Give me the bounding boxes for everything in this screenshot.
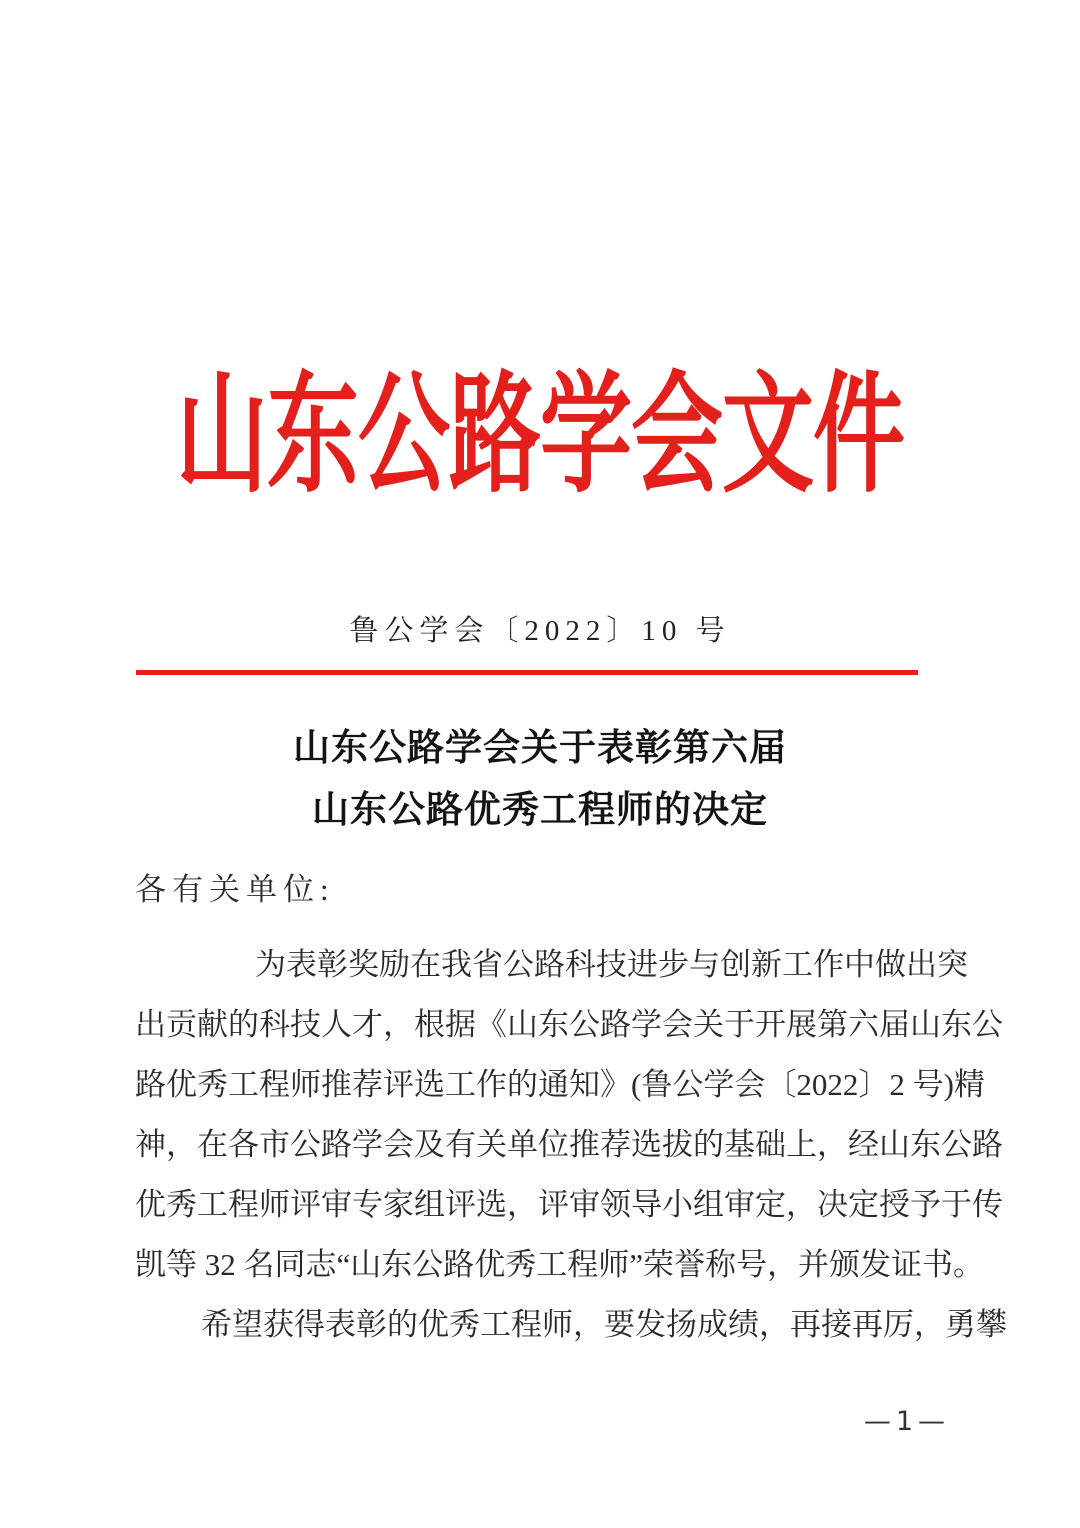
letterhead-title: 山东公路学会文件 [175,363,904,508]
document-number: 鲁公学会〔2022〕10 号 [349,615,731,647]
document-title [0,718,1080,842]
salutation: 各有关单位: [135,872,335,907]
body-text [135,866,1007,1359]
body-line: 希望获得表彰的优秀工程师，要发扬成绩，再接再厉，勇攀 [201,1307,1007,1342]
document-title-line-2: 山东公路优秀工程师的决定 [312,790,768,831]
body-line: 出贡献的科技人才，根据《山东公路学会关于开展第六届山东公 [135,1007,1003,1042]
body-line: 神，在各市公路学会及有关单位推荐选拔的基础上，经山东公路 [135,1127,1003,1162]
document-title-line-1: 山东公路学会关于表彰第六届 [293,728,787,769]
body-line: 凯等 32 名同志“山东公路优秀工程师”荣誉称号，并颁发证书。 [135,1247,985,1282]
body-line: 优秀工程师评审专家组评选，评审领导小组审定，决定授予于传 [135,1187,1003,1222]
body-line: 为表彰奖励在我省公路科技进步与创新工作中做出突 [255,947,968,982]
red-divider-line [136,670,918,675]
body-line: 路优秀工程师推荐评选工作的通知》(鲁公学会〔2022〕2 号)精 [135,1067,985,1102]
page-number: —1— [863,1406,950,1437]
